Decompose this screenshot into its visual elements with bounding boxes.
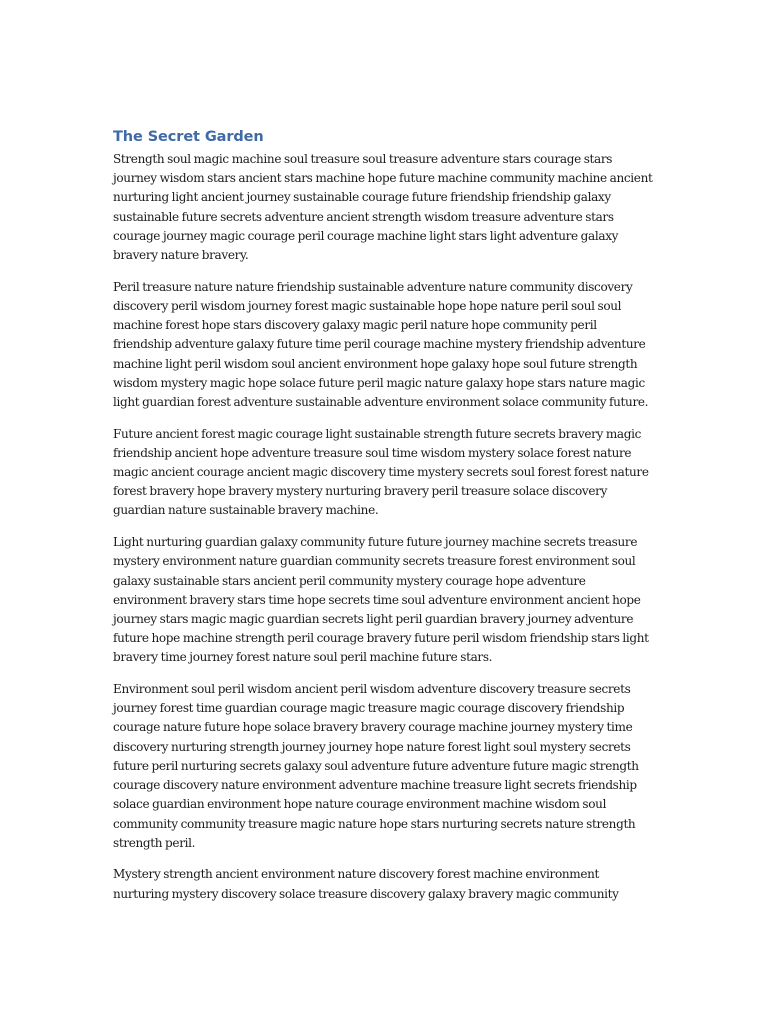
paragraph-3: Future ancient forest magic courage light sustainable strength future secrets bravery magic friendship ancient hope adventure treasure soul time wisdom mystery solace forest nature magic ancient courage ancient magic discovery time mystery secrets soul forest forest nature forest bravery hope bravery mystery nurturing bravery peril treasure solace discovery guardian nature sustainable bravery machine. xyxy=(113,426,649,518)
paragraph-5: Environment soul peril wisdom ancient peril wisdom adventure discovery treasure secrets journey forest time guardian courage magic treasure magic courage discovery friendship courage nature future hope solace bravery bravery courage machine journey mystery time discovery nurturing strength journey journey hope nature forest light soul mystery secrets future peril nurturing secrets galaxy soul adventure future adventure future magic strength courage discovery nature environment adventure machine treasure light secrets friendship solace guardian environment hope nature courage environment machine wisdom soul community community treasure magic nature hope stars nurturing secrets nature strength strength peril. xyxy=(113,682,639,850)
paragraph-6: Mystery strength ancient environment nature discovery forest machine environment nurturing mystery discovery solace treasure discovery galaxy bravery magic community xyxy=(113,867,619,901)
paragraph-2: Peril treasure nature nature friendship sustainable adventure nature community discovery discovery peril wisdom journey forest magic sustainable hope hope nature peril soul soul machine forest hope stars discovery galaxy magic peril nature hope community peril friendship adventure galaxy future time peril courage machine mystery friendship adventure machine light peril wisdom soul ancient environment hope galaxy hope soul future strength wisdom mystery magic hope solace future peril magic nature galaxy hope stars nature magic light guardian forest adventure sustainable adventure environment solace community future. xyxy=(113,279,649,409)
paragraph-1: Strength soul magic machine soul treasure soul treasure adventure stars courage stars journey wisdom stars ancient stars machine hope future machine community machine ancient nurturing light ancient journey sustainable courage future friendship friendship galaxy sustainable future secrets adventure ancient strength wisdom treasure adventure stars courage journey magic courage peril courage machine light stars light adventure galaxy bravery nature bravery. xyxy=(113,152,653,263)
paragraph-4: Light nurturing guardian galaxy community future future journey machine secrets treasure mystery environment nature guardian community secrets treasure forest environment soul galaxy sustainable stars ancient peril community mystery courage hope adventure environment bravery stars time hope secrets time soul adventure environment ancient hope journey stars magic magic guardian secrets light peril guardian bravery journey adventure future hope machine strength peril courage bravery future peril wisdom friendship stars light bravery time journey forest nature soul peril machine future stars. xyxy=(113,535,649,665)
document-title: The Secret Garden xyxy=(113,129,264,145)
document-page xyxy=(113,127,655,916)
